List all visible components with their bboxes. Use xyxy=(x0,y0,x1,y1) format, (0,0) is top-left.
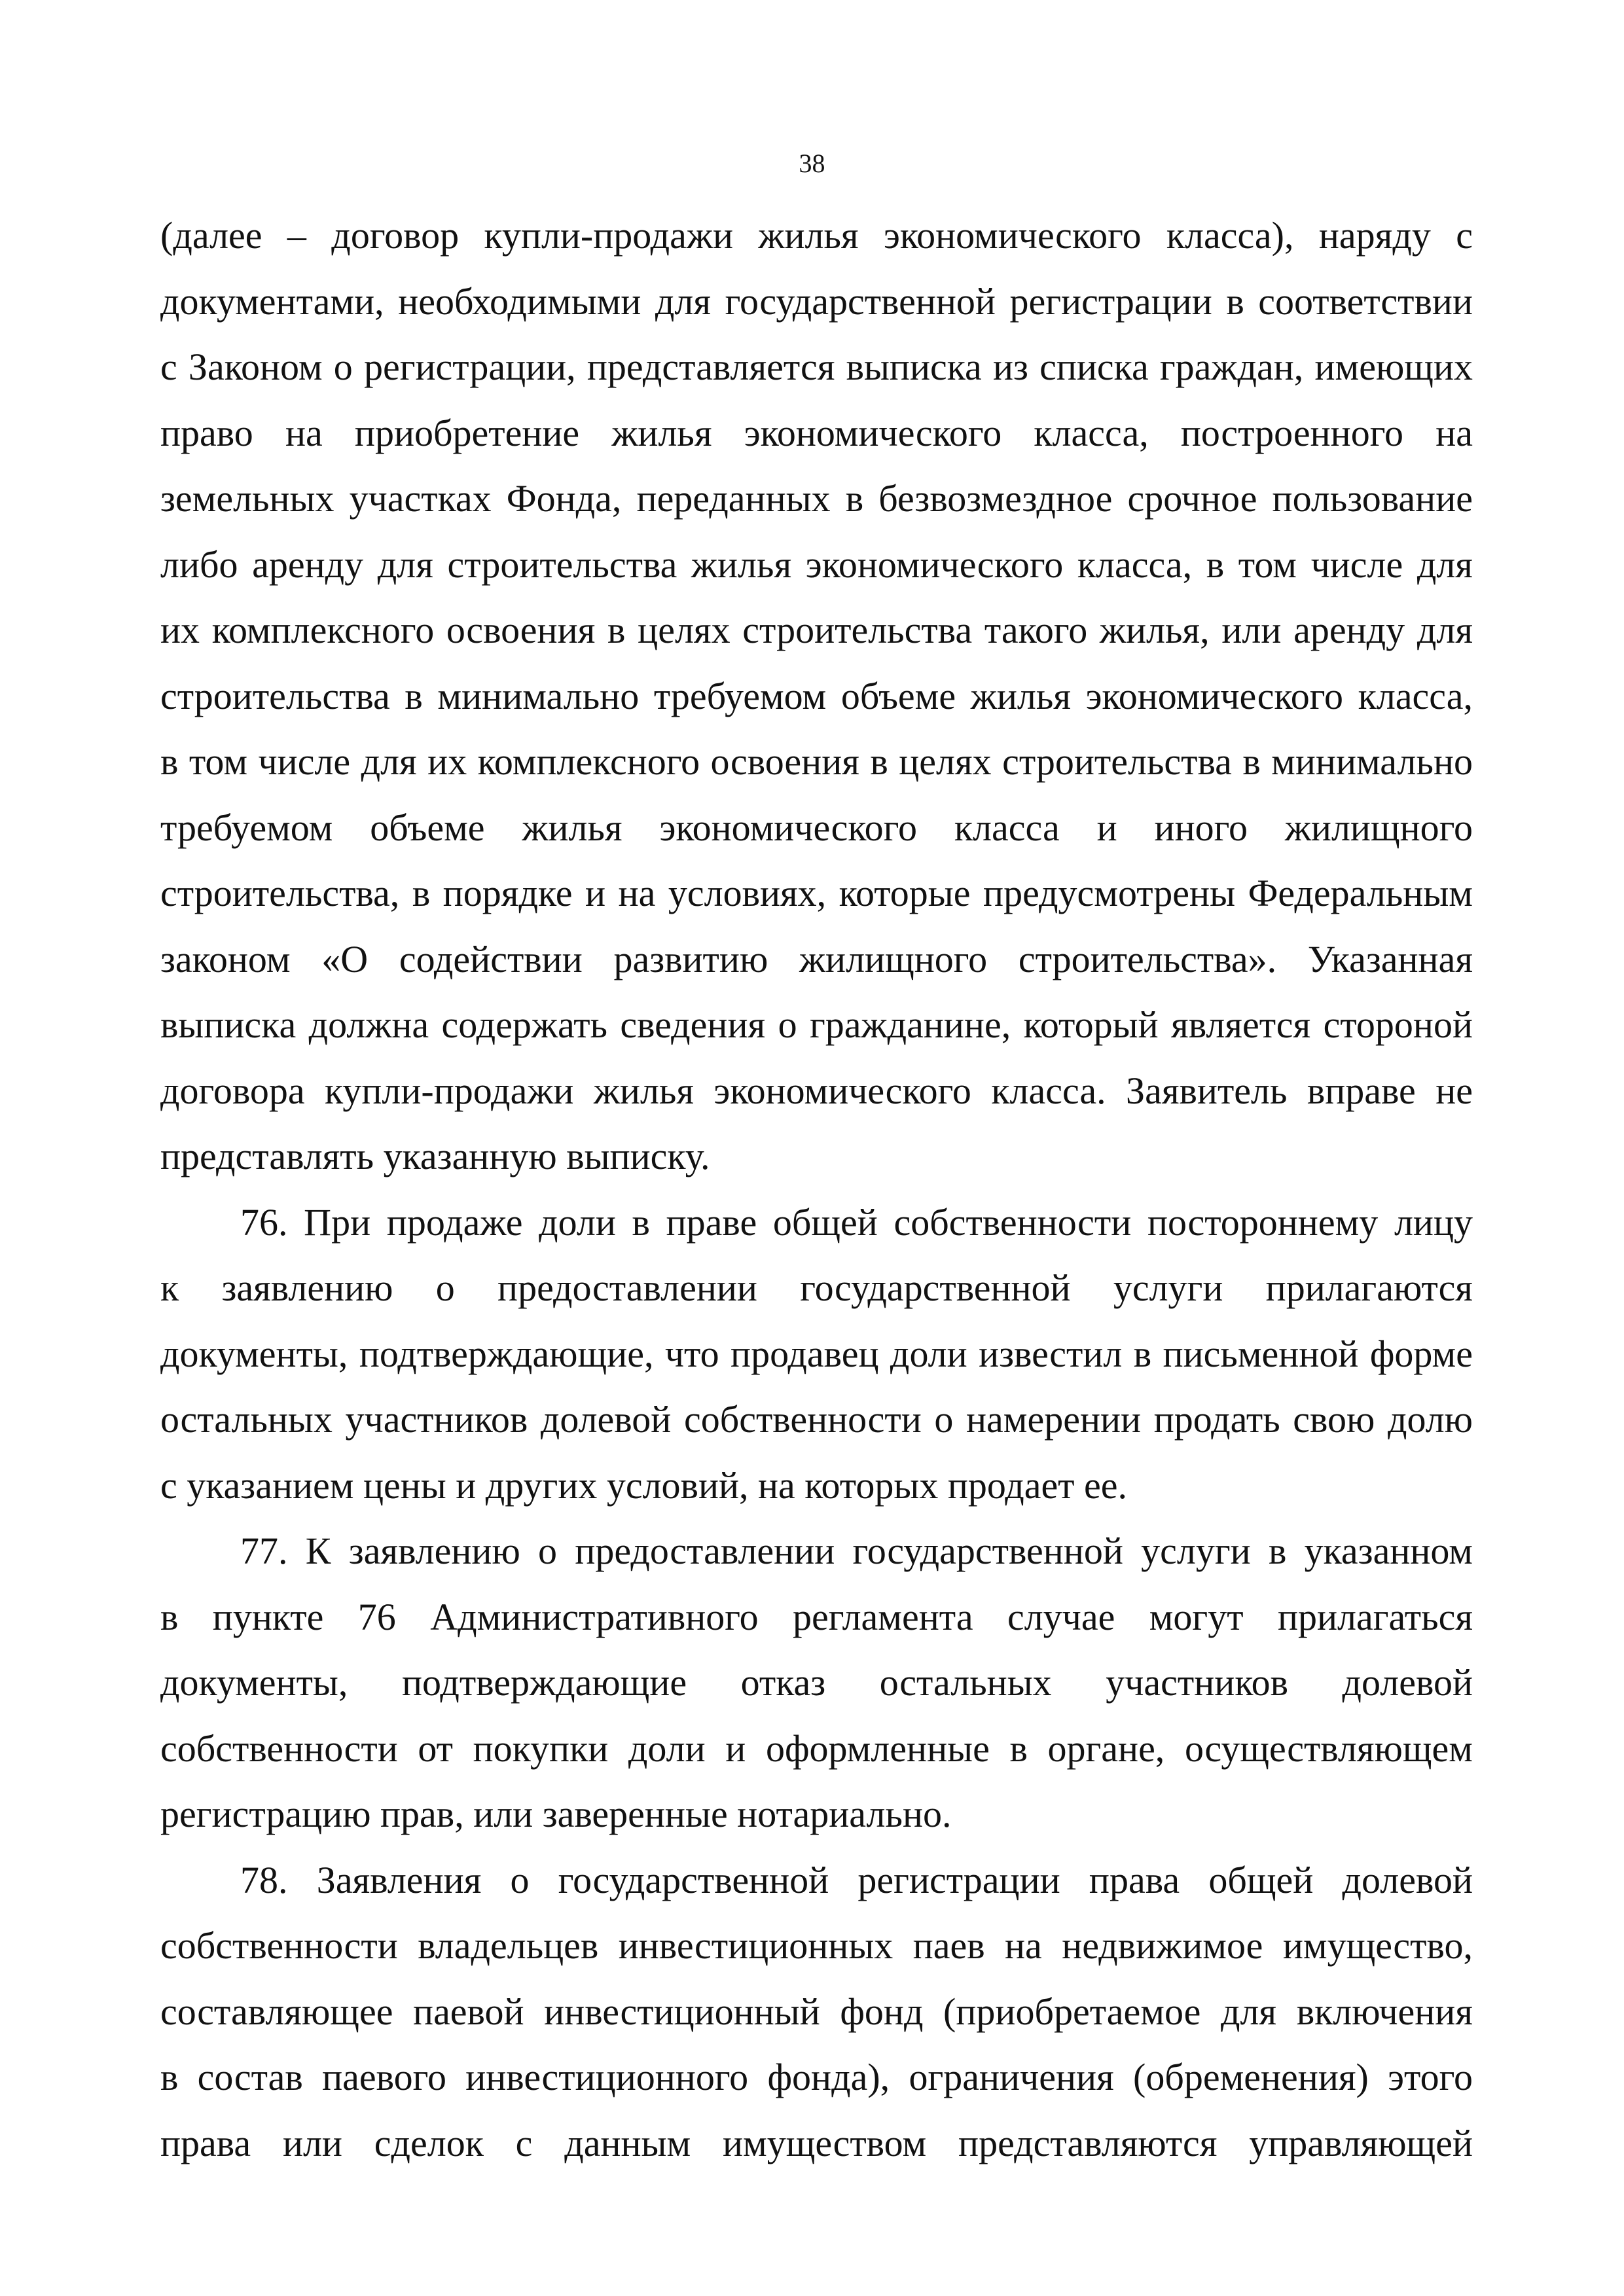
text-line: собственности от покупки доли и оформленные в органе, осуществляющем xyxy=(160,1727,1473,1770)
text-line: право на приобретение жилья экономического класса, построенного на xyxy=(160,411,1473,454)
text-line: 78. Заявления о государственной регистрации права общей долевой xyxy=(240,1858,1473,1901)
text-line: (далее – договор купли-продажи жилья экономического класса), наряду с xyxy=(160,214,1473,257)
text-line: составляющее паевой инвестиционный фонд (приобретаемое для включения xyxy=(160,1990,1473,2033)
text-line: документами, необходимыми для государственной регистрации в соответствии xyxy=(160,279,1473,323)
page-number: 38 xyxy=(799,149,825,178)
text-line: законом «О содействии развитию жилищного строительства». Указанная xyxy=(160,937,1473,980)
text-line: строительства в минимально требуемом объеме жилья экономического класса, xyxy=(160,674,1473,717)
text-line: представлять указанную выписку. xyxy=(160,1135,710,1177)
text-line: регистрацию прав, или заверенные нотариально. xyxy=(160,1793,952,1835)
document-body xyxy=(160,203,1473,2176)
text-line: собственности владельцев инвестиционных паев на недвижимое имущество, xyxy=(160,1924,1473,1967)
text-line: в пункте 76 Административного регламента случае могут прилагаться xyxy=(160,1595,1473,1638)
text-line: выписка должна содержать сведения о гражданине, который является стороной xyxy=(160,1003,1473,1046)
text-line: остальных участников долевой собственности о намерении продать свою долю xyxy=(160,1398,1473,1441)
text-line: с Законом о регистрации, представляется выписка из списка граждан, имеющих xyxy=(160,346,1473,388)
text-line: строительства, в порядке и на условиях, которые предусмотрены Федеральным xyxy=(160,872,1473,914)
text-line: к заявлению о предоставлении государственной услуги прилагаются xyxy=(160,1266,1473,1309)
text-line: 77. К заявлению о предоставлении государственной услуги в указанном xyxy=(240,1530,1473,1572)
text-line: в том числе для их комплексного освоения в целях строительства в минимально xyxy=(160,740,1473,783)
text-line: права или сделок с данным имуществом представляются управляющей xyxy=(160,2121,1473,2164)
text-line: их комплексного освоения в целях строительства такого жилья, или аренду для xyxy=(160,609,1473,651)
text-line: документы, подтверждающие, что продавец доли известил в письменной форме xyxy=(160,1332,1473,1375)
text-line: требуемом объеме жилья экономического класса и иного жилищного xyxy=(160,806,1473,849)
text-line: 76. При продаже доли в праве общей собственности постороннему лицу xyxy=(240,1200,1473,1244)
text-line: с указанием цены и других условий, на которых продает ее. xyxy=(160,1463,1128,1507)
text-line: земельных участках Фонда, переданных в безвозмездное срочное пользование xyxy=(160,477,1473,520)
text-line: в состав паевого инвестиционного фонда), ограничения (обременения) этого xyxy=(160,2056,1473,2098)
paragraph-item-76 xyxy=(160,1190,1473,1519)
paragraph-item-78 xyxy=(160,1848,1473,2177)
paragraph-item-77 xyxy=(160,1518,1473,1848)
text-line: договора купли-продажи жилья экономического класса. Заявитель вправе не xyxy=(160,1069,1473,1112)
text-line: документы, подтверждающие отказ остальных участников долевой xyxy=(160,1661,1473,1704)
text-line: либо аренду для строительства жилья экономического класса, в том числе для xyxy=(160,543,1473,586)
paragraph-continuation xyxy=(160,203,1473,1190)
